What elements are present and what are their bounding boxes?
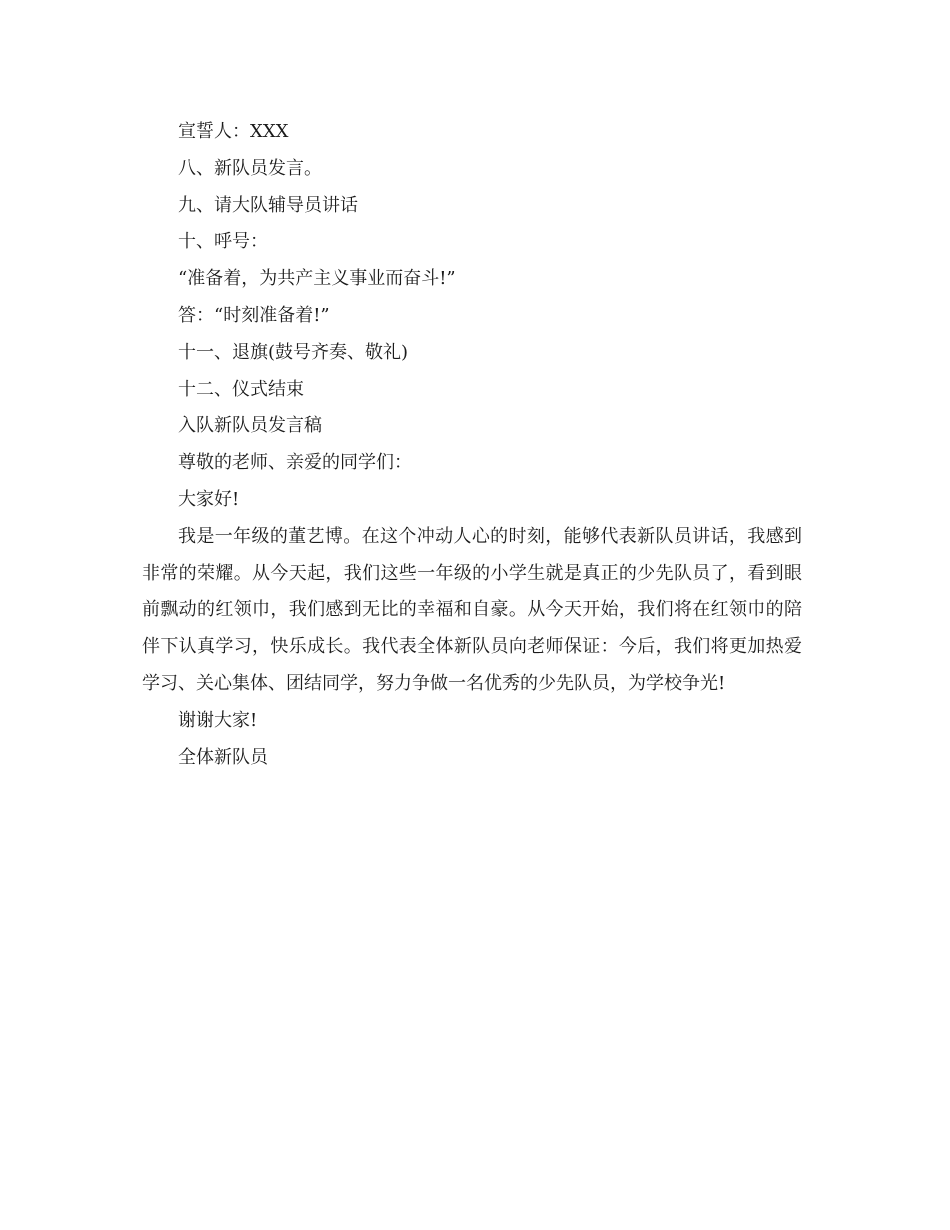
agenda-item-11: 十一、退旗(鼓号齐奏、敬礼) xyxy=(178,341,409,363)
oath-person-line: 宣誓人：XXX xyxy=(178,121,289,142)
speech-salutation: 尊敬的老师、亲爱的同学们： xyxy=(178,452,412,474)
slogan-call: “准备着，为共产主义事业而奋斗!” xyxy=(178,268,456,290)
agenda-item-9: 九、请大队辅导员讲话 xyxy=(178,194,358,216)
agenda-item-10: 十、呼号： xyxy=(178,231,268,253)
speech-signature: 全体新队员 xyxy=(178,746,268,768)
speech-body-paragraph: 我是一年级的董艺博。在这个冲动人心的时刻，能够代表新队员讲话，我感到非常的荣耀。从今天起，我们这些一年级的小学生就是真正的少先队员了，看到眼前飘动的红领巾，我们感到无比的幸福和自豪。从今天开始，我们将在红领巾的陪伴下认真学习，快乐成长。我代表全体新队员向老师保证：今后，我们将更加热爱学习、关心集体、团结同学，努力争做一名优秀的少先队员，为学校争光! xyxy=(142,525,802,694)
speech-greeting: 大家好! xyxy=(178,488,240,510)
agenda-item-12: 十二、仪式结束 xyxy=(178,378,304,400)
slogan-answer: 答：“时刻准备着!” xyxy=(178,304,330,326)
speech-title: 入队新队员发言稿 xyxy=(178,415,322,437)
speech-thanks: 谢谢大家! xyxy=(178,709,258,731)
document-body xyxy=(142,114,802,776)
agenda-item-8: 八、新队员发言。 xyxy=(178,157,322,179)
